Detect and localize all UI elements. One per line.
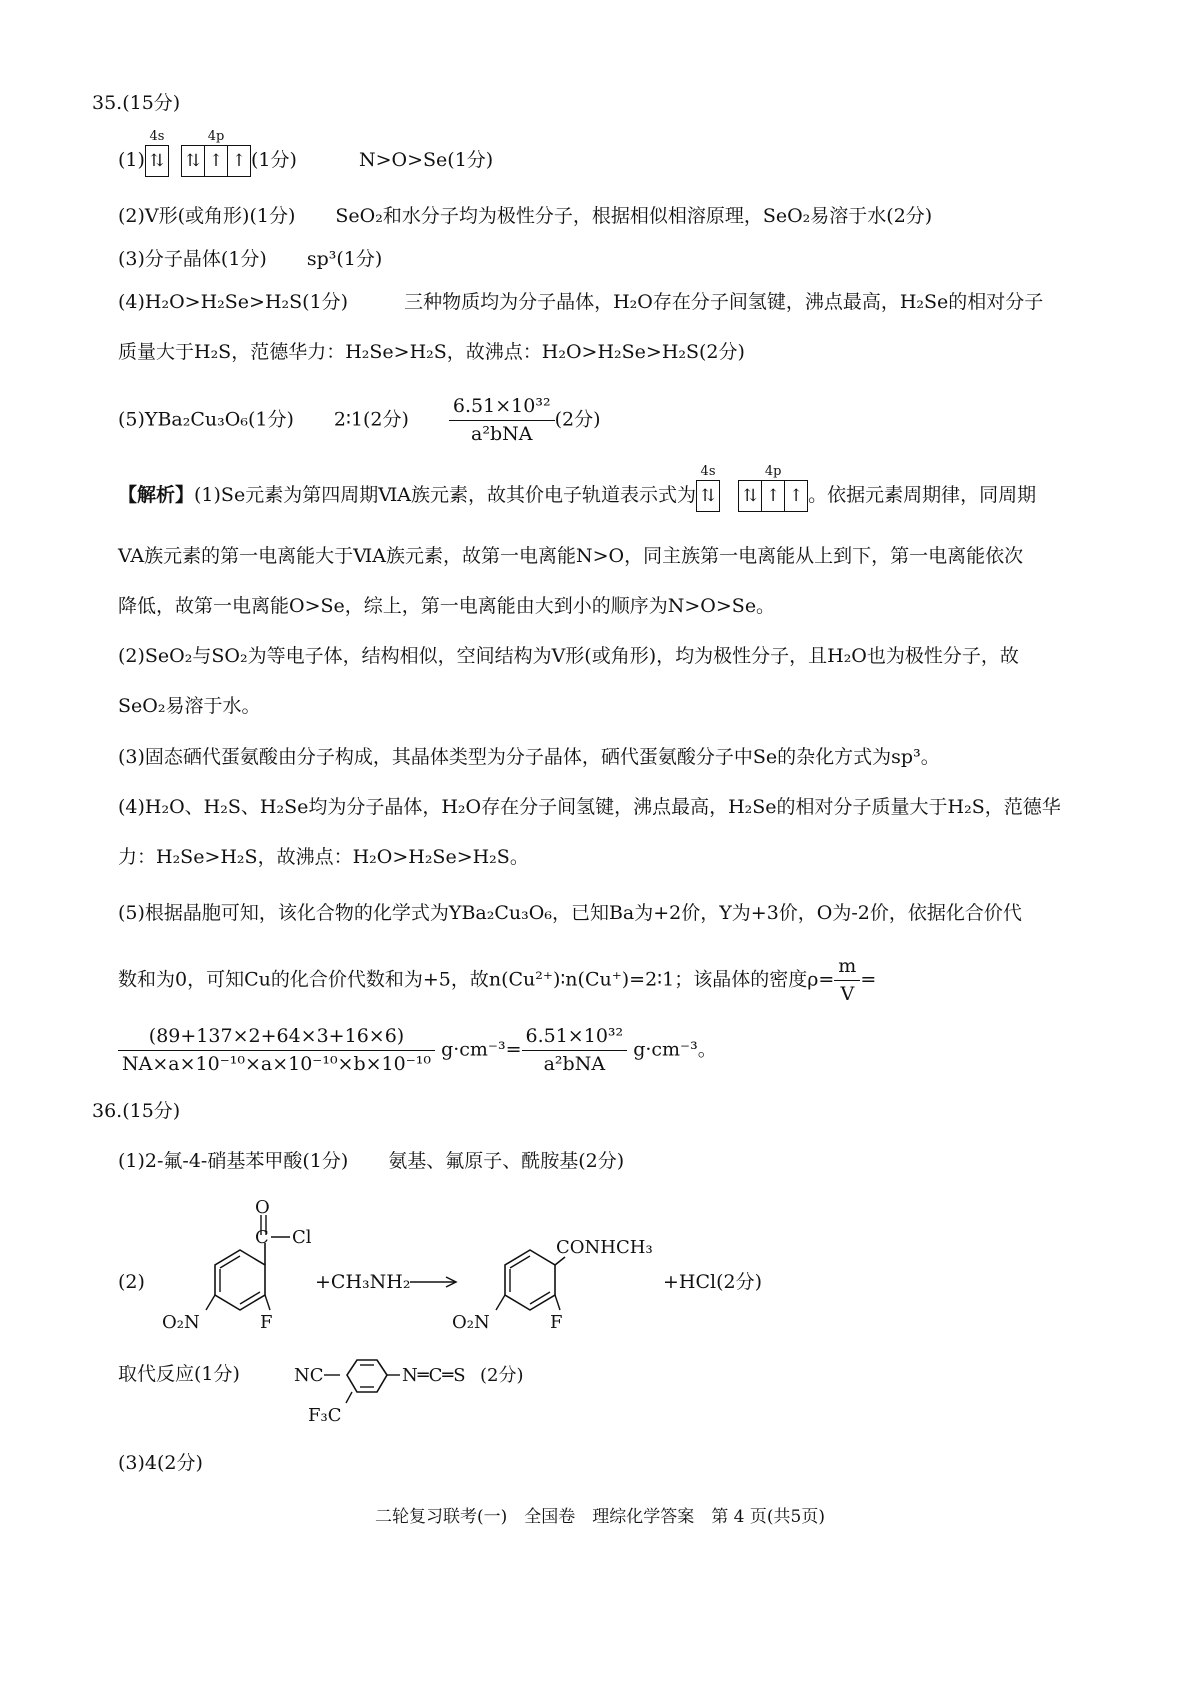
- reactant-nitro: O₂N: [162, 1312, 200, 1333]
- density-calc-denominator: NA×a×10⁻¹⁰×a×10⁻¹⁰×b×10⁻¹⁰: [122, 1052, 432, 1075]
- isothiocyanate-structure: [290, 1335, 650, 1435]
- analysis-line5: SeO₂易溶于水。: [118, 695, 261, 717]
- part1-answer: N>O>Se(1分): [358, 149, 494, 171]
- equals-sign: =: [860, 968, 877, 991]
- orbital-4p-diagram-inline: 4p ⇅ ↑ ↑: [738, 480, 808, 512]
- reactant-structure: [162, 1197, 312, 1333]
- density-result-numerator: 6.51×10³²: [522, 1025, 628, 1051]
- q35-part1: [118, 129, 494, 177]
- q35-part4-line1: [118, 291, 1043, 314]
- part4-answer: (4)H₂O>H₂Se>H₂S(1分): [118, 291, 349, 313]
- page-footer: 二轮复习联考(一) 全国卷 理综化学答案 第 4 页(共5页): [375, 1507, 825, 1527]
- reaction-scheme: [110, 1195, 1110, 1345]
- part1-score: (1分): [251, 149, 297, 171]
- orbital-4p-label-inline: 4p: [764, 464, 782, 479]
- part3-hybrid: sp³(1分): [306, 248, 383, 270]
- q35-part3: [118, 248, 382, 271]
- analysis-line3: 降低，故第一电离能O>Se，综上，第一电离能由大到小的顺序为N>O>Se。: [118, 595, 776, 617]
- part2-reason: SeO₂和水分子均为极性分子，根据相似相溶原理，SeO₂易溶于水(2分): [335, 205, 933, 227]
- analysis-line8: 力：H₂Se>H₂S，故沸点：H₂O>H₂Se>H₂S。: [118, 846, 529, 868]
- analysis-line6: (3)固态硒代蛋氨酸由分子构成，其晶体类型为分子晶体，硒代蛋氨酸分子中Se的杂化方式为sp³。: [118, 746, 940, 768]
- trifluoromethyl-group: F₃C: [308, 1405, 342, 1426]
- part3-answer: (3)分子晶体(1分): [118, 248, 267, 270]
- product-nitro: O₂N: [452, 1312, 490, 1333]
- q36-header: 36.(15分): [92, 1100, 181, 1122]
- reactant-chlorine: Cl: [292, 1227, 312, 1248]
- q35-part5: [118, 395, 600, 446]
- part4-reason: 三种物质均为分子晶体，H₂O存在分子间氢键，沸点最高，H₂Se的相对分子: [404, 291, 1044, 313]
- analysis-line2: VA族元素的第一电离能大于ⅥA族元素，故第一电离能N>O，同主族第一电离能从上到下，第一电离能依次: [118, 545, 1024, 567]
- analysis-line11: [118, 1025, 717, 1076]
- density-calc-numerator: (89+137×2+64×3+16×6): [118, 1025, 435, 1051]
- unit-1: g·cm⁻³=: [441, 1038, 522, 1061]
- rho-fraction: [834, 955, 860, 1006]
- byproduct: +HCl(2分): [663, 1271, 763, 1293]
- product-fluorine: F: [550, 1312, 563, 1333]
- q36-part1-name: (1)2-氟-4-硝基苯甲酸(1分): [118, 1150, 349, 1172]
- q36-part1: [118, 1150, 624, 1173]
- part1-prefix: (1): [118, 149, 145, 171]
- analysis-text-1b: 。依据元素周期律，同周期: [808, 484, 1037, 506]
- rho-denominator: V: [840, 982, 855, 1005]
- analysis-line9: (5)根据晶胞可知，该化合物的化学式为YBa₂Cu₃O₆，已知Ba为+2价，Y为+3价，O为-2价，依据化合价代: [118, 902, 1022, 924]
- density-fraction: [449, 395, 555, 446]
- orbital-4p-diagram: 4p ⇅ ↑ ↑: [181, 145, 251, 177]
- analysis-line4: (2)SeO₂与SO₂为等电子体，结构相似，空间结构为V形(或角形)，均为极性分子，且H₂O也为极性分子，故: [118, 645, 1019, 667]
- density-result-fraction: [522, 1025, 628, 1076]
- unit-2: g·cm⁻³。: [633, 1038, 717, 1061]
- orbital-4s-label: 4s: [149, 129, 165, 144]
- density-denominator: a²bNA: [471, 422, 533, 445]
- q36-part1-groups: 氨基、氟原子、酰胺基(2分): [388, 1150, 625, 1172]
- analysis-text-1a: (1)Se元素为第四周期ⅥA族元素，故其价电子轨道表示式为: [194, 484, 697, 506]
- reactant-fluorine: F: [260, 1312, 273, 1333]
- product-amide: CONHCH₃: [556, 1237, 653, 1258]
- part5-score: (2分): [554, 408, 601, 431]
- q35-part4-line2: 质量大于H₂S，范德华力：H₂Se>H₂S，故沸点：H₂O>H₂Se>H₂S(2分): [118, 341, 745, 363]
- q35-part2: [118, 205, 932, 228]
- structure-score: (2分): [480, 1365, 524, 1386]
- reagent: +CH₃NH₂: [315, 1271, 411, 1293]
- part5-ratio: 2∶1(2分): [333, 408, 409, 431]
- orbital-4p-label: 4p: [207, 129, 225, 144]
- orbital-4s-diagram-inline: 4s ⇅: [696, 480, 720, 512]
- rho-numerator: m: [834, 955, 860, 981]
- orbital-4s-diagram: 4s ⇅: [145, 145, 169, 177]
- reactant-carbon: C: [255, 1227, 269, 1248]
- reaction-arrow: [410, 1277, 456, 1287]
- analysis-line10: [118, 955, 876, 1006]
- density-result-denominator: a²bNA: [543, 1052, 606, 1075]
- product-structure: [452, 1237, 653, 1333]
- q35-header: 35.(15分): [92, 92, 181, 114]
- analysis-text-10: 数和为0，可知Cu的化合价代数和为+5，故n(Cu²⁺)∶n(Cu⁺)=2∶1；该晶体的密度ρ=: [118, 968, 835, 991]
- part5-formula: (5)YBa₂Cu₃O₆(1分): [118, 408, 294, 431]
- nitrile-group: NC: [294, 1365, 324, 1386]
- density-numerator: 6.51×10³²: [449, 395, 555, 421]
- reactant-oxygen: O: [255, 1197, 270, 1218]
- analysis-line7: (4)H₂O、H₂S、H₂Se均为分子晶体，H₂O存在分子间氢键，沸点最高，H₂Se的相对分子质量大于H₂S，范德华: [118, 796, 1061, 818]
- part2-label: (2): [118, 1271, 145, 1293]
- orbital-4s-label-inline: 4s: [700, 464, 716, 479]
- isothiocyanate-group: N═C═S: [402, 1365, 466, 1386]
- q36-reaction-type: 取代反应(1分): [118, 1363, 240, 1385]
- part2-answer: (2)V形(或角形)(1分): [118, 205, 296, 227]
- q36-part3: (3)4(2分): [118, 1452, 203, 1474]
- analysis-line1: [118, 464, 1037, 512]
- density-calc-fraction: [118, 1025, 435, 1076]
- analysis-label: 【解析】: [118, 484, 195, 506]
